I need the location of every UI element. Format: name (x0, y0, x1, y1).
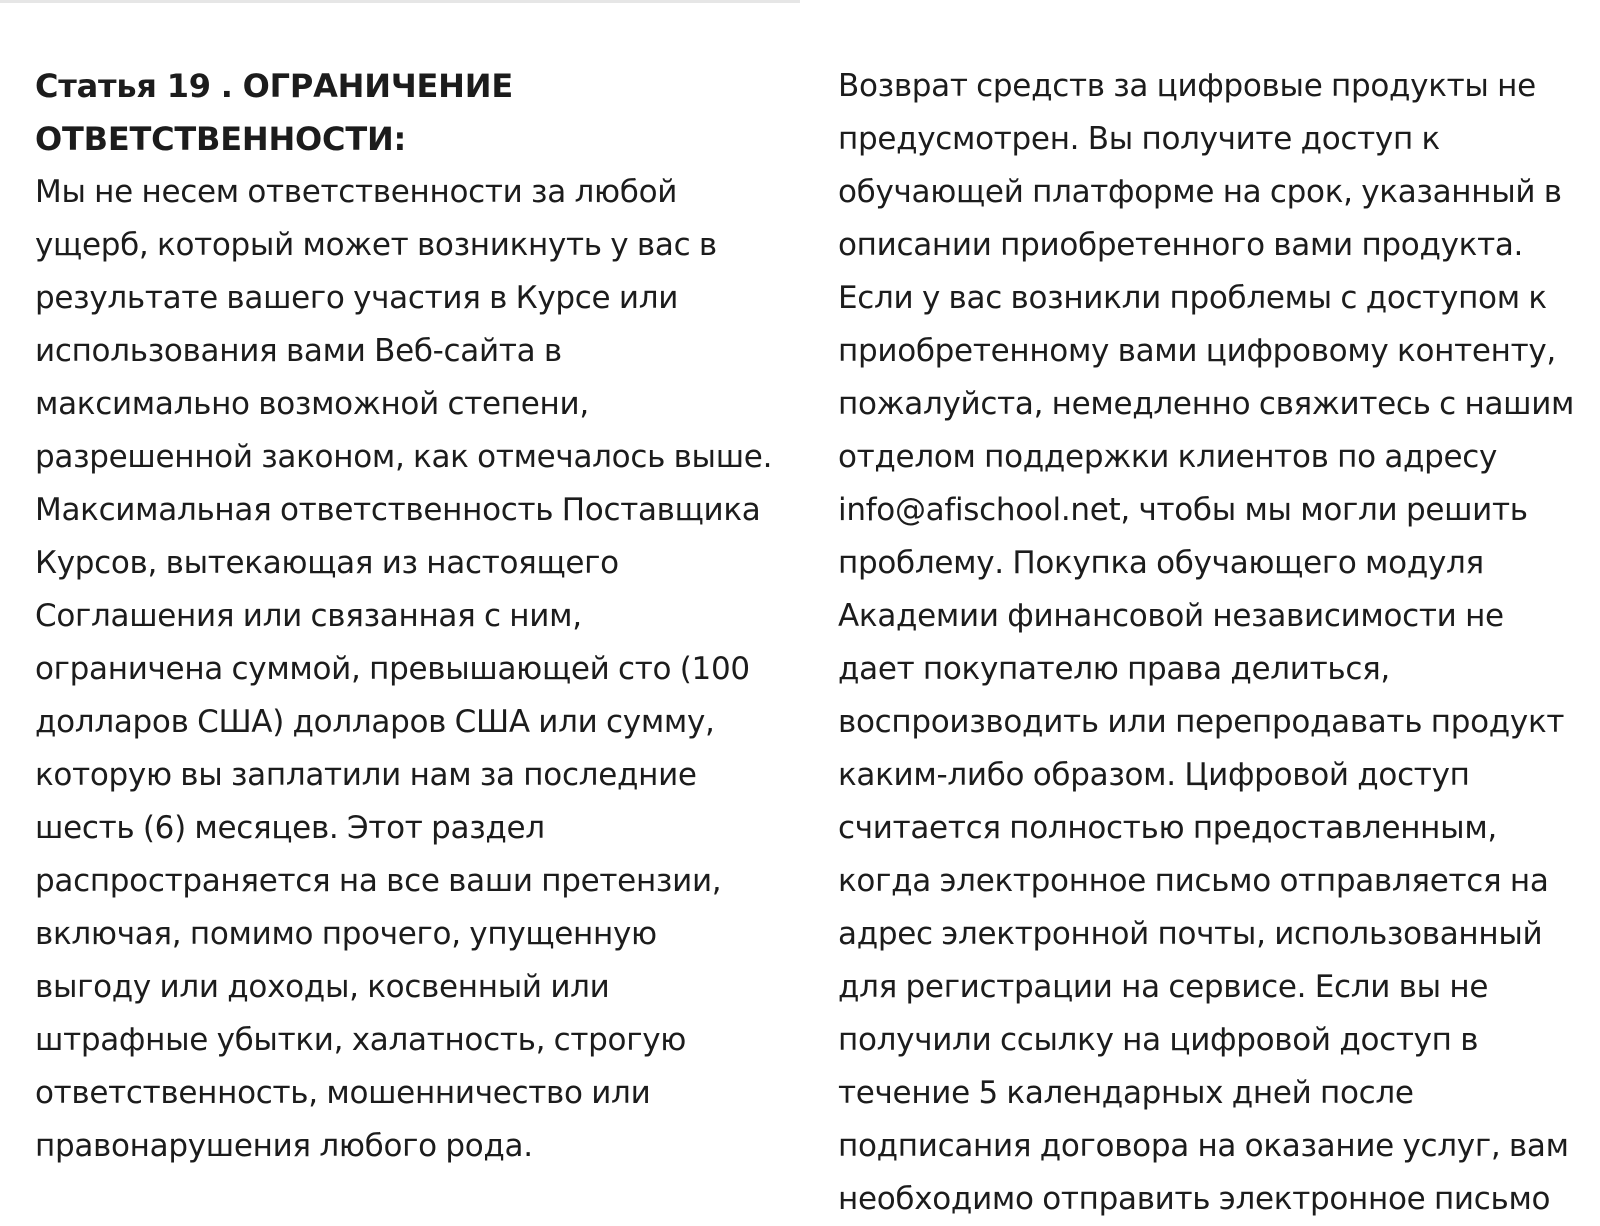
text-line: предусмотрен. Вы получите доступ к (838, 121, 1440, 157)
text-line: максимально возможной степени, (35, 386, 589, 422)
text-line: разрешенной законом, как отмечалось выше. (35, 439, 773, 475)
heading-line: ОТВЕТСТВЕННОСТИ: (35, 120, 407, 158)
left-column (35, 60, 775, 1173)
text-line: результате вашего участия в Курсе или (35, 280, 679, 316)
text-line: описании приобретенного вами продукта. (838, 227, 1524, 263)
text-line: штрафные убытки, халатность, строгую (35, 1022, 687, 1058)
text-line: для регистрации на сервисе. Если вы не (838, 969, 1489, 1005)
text-line: получили ссылку на цифровой доступ в (838, 1022, 1479, 1058)
text-line: включая, помимо прочего, упущенную (35, 916, 657, 952)
heading-line: Статья 19 . ОГРАНИЧЕНИЕ (35, 67, 513, 105)
text-line: шесть (6) месяцев. Этот раздел (35, 810, 545, 846)
text-line: обучающей платформе на срок, указанный в (838, 174, 1562, 210)
text-line: отделом поддержки клиентов по адресу (838, 439, 1498, 475)
text-line: распространяется на все ваши претензии, (35, 863, 722, 899)
text-line: воспроизводить или перепродавать продукт (838, 704, 1565, 740)
text-line: дает покупателю права делиться, (838, 651, 1390, 687)
text-line: когда электронное письмо отправляется на (838, 863, 1549, 899)
text-line: которую вы заплатили нам за последние (35, 757, 697, 793)
text-line: ущерб, который может возникнуть у вас в (35, 227, 717, 263)
text-line: считается полностью предоставленным, (838, 810, 1497, 846)
text-line: пожалуйста, немедленно свяжитесь с нашим (838, 386, 1575, 422)
article-heading (35, 60, 775, 166)
text-line: необходимо отправить электронное письмо (838, 1181, 1551, 1217)
text-line: ограничена суммой, превышающей сто (100 (35, 651, 750, 687)
text-line: ответственность, мошенничество или (35, 1075, 651, 1111)
text-line-with-email: info@afischool.net, чтобы мы могли решить (838, 492, 1528, 528)
text-line: проблему. Покупка обучающего модуля (838, 545, 1484, 581)
text-line: Курсов, вытекающая из настоящего (35, 545, 619, 581)
right-column (838, 60, 1573, 1226)
text-line: течение 5 календарных дней после (838, 1075, 1414, 1111)
refund-paragraph (838, 60, 1573, 1226)
text-line: Соглашения или связанная с ним, (35, 598, 582, 634)
text-line: адрес электронной почты, использованный (838, 916, 1543, 952)
text-line: Возврат средств за цифровые продукты не (838, 68, 1536, 104)
text-line: долларов США) долларов США или сумму, (35, 704, 715, 740)
text-line: Максимальная ответственность Поставщика (35, 492, 761, 528)
text-line: каким-либо образом. Цифровой доступ (838, 757, 1470, 793)
text-line: выгоду или доходы, косвенный или (35, 969, 610, 1005)
text-line: использования вами Веб-сайта в (35, 333, 562, 369)
top-divider (0, 0, 800, 3)
text-line: Если у вас возникли проблемы с доступом к (838, 280, 1547, 316)
text-line: Академии финансовой независимости не (838, 598, 1504, 634)
text-line: правонарушения любого рода. (35, 1128, 533, 1164)
text-line: приобретенному вами цифровому контенту, (838, 333, 1556, 369)
liability-paragraph (35, 166, 775, 1173)
text-line: подписания договора на оказание услуг, вам (838, 1128, 1569, 1164)
text-line: Мы не несем ответственности за любой (35, 174, 678, 210)
